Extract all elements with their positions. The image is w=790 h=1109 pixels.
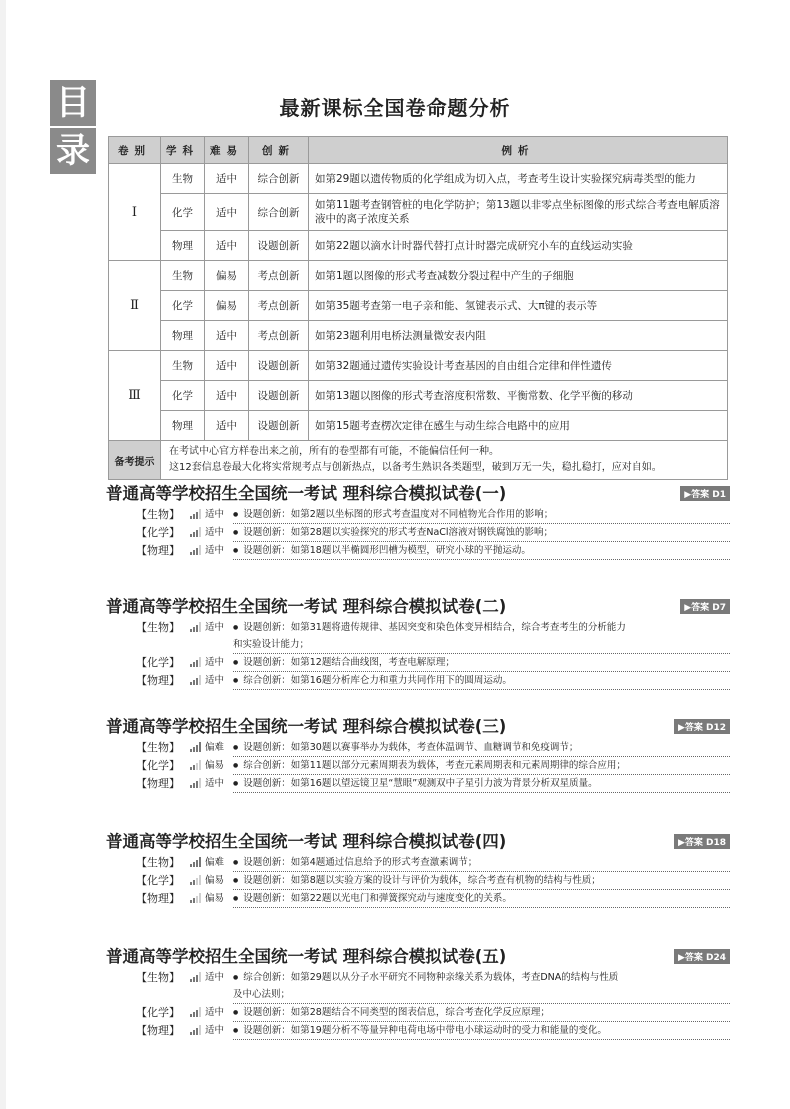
- subject-label: 【化学】: [136, 526, 180, 539]
- innovation-cell: 设题创新: [249, 411, 309, 441]
- section-header: [106, 593, 730, 619]
- difficulty-bar: [193, 1030, 195, 1035]
- difficulty-bar: [199, 622, 201, 632]
- difficulty-bar: [196, 548, 198, 555]
- table-row: [109, 321, 728, 351]
- difficulty-bar: [193, 977, 195, 982]
- section-header: [106, 943, 730, 969]
- difficulty-bars-icon: [190, 675, 202, 685]
- item-description-line: 及中心法则；: [233, 989, 291, 1000]
- item-description: [233, 890, 730, 908]
- difficulty-bar: [196, 530, 198, 537]
- difficulty-label: 适中: [205, 972, 225, 983]
- item-description-line: 设题创新：如第30题以赛事举办为载体，考查体温调节、血糖调节和免疫调节；: [243, 742, 579, 753]
- difficulty-bars-icon: [190, 875, 202, 885]
- subject-label: 【物理】: [136, 544, 180, 557]
- difficulty-bars-icon: [190, 857, 202, 867]
- paper-label: Ⅱ: [109, 261, 161, 351]
- difficulty-bar: [193, 862, 195, 867]
- list-item: [106, 672, 730, 690]
- difficulty-bar: [193, 747, 195, 752]
- item-description-line: 设题创新：如第12题结合曲线图，考查电解原理；: [243, 657, 455, 668]
- answer-page-badge[interactable]: ▶答案 D24: [674, 949, 730, 964]
- difficulty-bar: [193, 680, 195, 685]
- header-difficulty: 难易: [205, 137, 249, 164]
- exam-section: [106, 943, 730, 1040]
- section-title: 普通高等学校招生全国统一考试 理科综合模拟试卷(三): [106, 717, 507, 736]
- subject-label: 【生物】: [136, 856, 180, 869]
- difficulty-bar: [196, 512, 198, 519]
- item-description: [233, 739, 730, 757]
- table-row: [109, 194, 728, 231]
- list-item: [106, 775, 730, 793]
- subject-label: 【生物】: [136, 971, 180, 984]
- difficulty-bar: [196, 1010, 198, 1017]
- header-subject: 学科: [161, 137, 205, 164]
- analysis-cell: 如第15题考查楞次定律在感生与动生综合电路中的应用: [309, 411, 728, 441]
- difficulty-bar: [199, 675, 201, 685]
- item-description-line: 设题创新：如第28题以实验探究的形式考查NaCl溶液对钢铁腐蚀的影响；: [243, 527, 554, 538]
- subject-label: 【物理】: [136, 1024, 180, 1037]
- paper-label: Ⅲ: [109, 351, 161, 441]
- difficulty-cell: 偏易: [205, 261, 249, 291]
- difficulty-bar: [199, 1025, 201, 1035]
- item-description-line: 设题创新：如第2题以坐标图的形式考查温度对不同植物光合作用的影响；: [243, 509, 554, 520]
- difficulty-cell: 适中: [205, 321, 249, 351]
- header-analysis: 例析: [309, 137, 728, 164]
- subject-label: 【生物】: [136, 508, 180, 521]
- difficulty-bars-icon: [190, 893, 202, 903]
- list-item: [106, 969, 730, 1004]
- difficulty-bar: [193, 783, 195, 788]
- difficulty-bar: [199, 893, 201, 903]
- page-title: 最新课标全国卷命题分析: [279, 96, 511, 120]
- difficulty-bars-icon: [190, 622, 202, 632]
- table-row: [109, 291, 728, 321]
- subject-label: 【化学】: [136, 1006, 180, 1019]
- subject-cell: 化学: [161, 291, 205, 321]
- difficulty-bar: [190, 979, 192, 982]
- item-description-line: 综合创新：如第11题以部分元素周期表为载体，考查元素周期表和元素周期律的综合应用；: [243, 760, 626, 771]
- difficulty-bar: [196, 660, 198, 667]
- note-label: 备考提示: [109, 441, 161, 480]
- difficulty-bar: [193, 1012, 195, 1017]
- section-header: [106, 828, 730, 854]
- difficulty-bar: [193, 662, 195, 667]
- item-description-line: 设题创新：如第22题以光电门和弹簧探究动与速度变化的关系。: [243, 893, 512, 904]
- subject-cell: 生物: [161, 164, 205, 194]
- header-innovation: 创新: [249, 137, 309, 164]
- analysis-cell: 如第1题以图像的形式考查减数分裂过程中产生的子细胞: [309, 261, 728, 291]
- difficulty-bars-icon: [190, 778, 202, 788]
- section-title: 普通高等学校招生全国统一考试 理科综合模拟试卷(四): [106, 832, 507, 851]
- difficulty-cell: 适中: [205, 411, 249, 441]
- subject-cell: 化学: [161, 381, 205, 411]
- section-title: 普通高等学校招生全国统一考试 理科综合模拟试卷(一): [106, 484, 507, 503]
- list-item: [106, 1022, 730, 1040]
- analysis-cell: 如第29题以遗传物质的化学组成为切入点，考查考生设计实验探究病毒类型的能力: [309, 164, 728, 194]
- difficulty-label: 适中: [205, 675, 225, 686]
- item-description: [233, 854, 730, 872]
- difficulty-cell: 适中: [205, 231, 249, 261]
- difficulty-bar: [190, 552, 192, 555]
- difficulty-label: 适中: [205, 1007, 225, 1018]
- subject-cell: 物理: [161, 321, 205, 351]
- difficulty-cell: 适中: [205, 351, 249, 381]
- answer-page-badge[interactable]: ▶答案 D7: [680, 599, 730, 614]
- list-item: [106, 654, 730, 672]
- item-description: [233, 1004, 730, 1022]
- section-title: 普通高等学校招生全国统一考试 理科综合模拟试卷(五): [106, 947, 507, 966]
- exam-section: [106, 713, 730, 793]
- difficulty-bar: [190, 1032, 192, 1035]
- difficulty-bar: [196, 763, 198, 770]
- answer-page-badge[interactable]: ▶答案 D18: [674, 834, 730, 849]
- exam-section: [106, 593, 730, 690]
- difficulty-bar: [190, 882, 192, 885]
- difficulty-bar: [196, 1028, 198, 1035]
- difficulty-bar: [190, 682, 192, 685]
- difficulty-label: 偏难: [205, 857, 225, 868]
- difficulty-bars-icon: [190, 509, 202, 519]
- note-text: [161, 441, 728, 480]
- difficulty-bar: [199, 760, 201, 770]
- item-description-line: 设题创新：如第19题分析不等量异种电荷电场中带电小球运动时的受力和能量的变化。: [243, 1025, 607, 1036]
- difficulty-bar: [196, 781, 198, 788]
- difficulty-bar: [199, 778, 201, 788]
- difficulty-bar: [196, 896, 198, 903]
- list-item: [106, 739, 730, 757]
- difficulty-bar: [199, 742, 201, 752]
- difficulty-bar: [193, 898, 195, 903]
- difficulty-bar: [190, 767, 192, 770]
- difficulty-bar: [190, 629, 192, 632]
- innovation-cell: 设题创新: [249, 381, 309, 411]
- subject-label: 【物理】: [136, 892, 180, 905]
- difficulty-bar: [196, 878, 198, 885]
- item-description: [233, 775, 730, 793]
- subject-label: 【化学】: [136, 874, 180, 887]
- item-description-line: 综合创新：如第16题分析库仑力和重力共同作用下的圆周运动。: [243, 675, 512, 686]
- difficulty-bar: [193, 765, 195, 770]
- item-description-line: 设题创新：如第18题以半椭圆形凹槽为模型，研究小球的平抛运动。: [243, 545, 531, 556]
- answer-page-badge[interactable]: ▶答案 D1: [680, 486, 730, 501]
- difficulty-bar: [190, 864, 192, 867]
- list-item: [106, 854, 730, 872]
- item-description-line: 设题创新：如第4题通过信息给予的形式考查激素调节；: [243, 857, 478, 868]
- difficulty-label: 适中: [205, 622, 225, 633]
- list-item: [106, 542, 730, 560]
- difficulty-label: 偏易: [205, 760, 225, 771]
- analysis-cell: 如第22题以滴水计时器代替打点计时器完成研究小车的直线运动实验: [309, 231, 728, 261]
- subject-cell: 生物: [161, 351, 205, 381]
- difficulty-label: 偏易: [205, 875, 225, 886]
- section-header: [106, 713, 730, 739]
- side-tab-mu: 目: [50, 80, 96, 126]
- difficulty-label: 适中: [205, 527, 225, 538]
- difficulty-bars-icon: [190, 657, 202, 667]
- difficulty-cell: 适中: [205, 381, 249, 411]
- subject-cell: 物理: [161, 231, 205, 261]
- list-item: [106, 757, 730, 775]
- difficulty-label: 适中: [205, 545, 225, 556]
- difficulty-bars-icon: [190, 1007, 202, 1017]
- difficulty-bar: [199, 1007, 201, 1017]
- item-description: [233, 969, 730, 1004]
- exam-section: [106, 828, 730, 908]
- difficulty-bar: [190, 785, 192, 788]
- difficulty-label: 偏难: [205, 742, 225, 753]
- innovation-cell: 综合创新: [249, 164, 309, 194]
- difficulty-bar: [190, 1014, 192, 1017]
- table-row: [109, 164, 728, 194]
- section-title: 普通高等学校招生全国统一考试 理科综合模拟试卷(二): [106, 597, 507, 616]
- subject-label: 【化学】: [136, 759, 180, 772]
- item-description-line: 设题创新：如第31题将遗传规律、基因突变和染色体变异相结合，综合考查考生的分析能力: [243, 622, 626, 633]
- subject-label: 【物理】: [136, 777, 180, 790]
- difficulty-bar: [199, 527, 201, 537]
- innovation-cell: 综合创新: [249, 194, 309, 231]
- subject-cell: 生物: [161, 261, 205, 291]
- difficulty-bars-icon: [190, 1025, 202, 1035]
- difficulty-bar: [193, 880, 195, 885]
- analysis-table: [108, 136, 728, 480]
- table-row: [109, 381, 728, 411]
- item-description-line: 综合创新：如第29题以从分子水平研究不同物种亲缘关系为载体，考查DNA的结构与性质: [243, 972, 619, 983]
- list-item: [106, 619, 730, 654]
- item-description: [233, 672, 730, 690]
- item-description: [233, 1022, 730, 1040]
- item-description: [233, 872, 730, 890]
- analysis-cell: 如第23题利用电桥法测量微安表内阻: [309, 321, 728, 351]
- subject-label: 【物理】: [136, 674, 180, 687]
- difficulty-bar: [196, 625, 198, 632]
- item-description-line: 设题创新：如第16题以望远镜卫星“慧眼”观测双中子星引力波为背景分析双星质量。: [243, 778, 598, 789]
- difficulty-cell: 偏易: [205, 291, 249, 321]
- innovation-cell: 考点创新: [249, 291, 309, 321]
- table-row: [109, 231, 728, 261]
- difficulty-bars-icon: [190, 545, 202, 555]
- difficulty-label: 适中: [205, 509, 225, 520]
- difficulty-cell: 适中: [205, 164, 249, 194]
- note-line: 在考试中心官方样卷出来之前，所有的卷型都有可能，不能偏信任何一种。: [169, 446, 499, 457]
- difficulty-cell: 适中: [205, 194, 249, 231]
- difficulty-bars-icon: [190, 760, 202, 770]
- table-header-row: [109, 137, 728, 164]
- table-row: [109, 351, 728, 381]
- difficulty-bar: [199, 875, 201, 885]
- analysis-cell: 如第35题考查第一电子亲和能、氢键表示式、大π键的表示等: [309, 291, 728, 321]
- item-description: [233, 524, 730, 542]
- difficulty-bar: [199, 972, 201, 982]
- item-description: [233, 757, 730, 775]
- difficulty-bar: [199, 545, 201, 555]
- note-row: [109, 441, 728, 480]
- page-edge: [0, 0, 6, 1109]
- note-line: 这12套信息卷最大化将实常规考点与创新热点，以备考生熟识各类题型，破到万无一失，稳扎稳打，应对自如。: [169, 462, 662, 473]
- answer-page-badge[interactable]: ▶答案 D12: [674, 719, 730, 734]
- difficulty-bar: [199, 509, 201, 519]
- innovation-cell: 设题创新: [249, 231, 309, 261]
- difficulty-label: 偏易: [205, 893, 225, 904]
- difficulty-bars-icon: [190, 742, 202, 752]
- item-description: [233, 619, 730, 654]
- difficulty-bar: [190, 534, 192, 537]
- difficulty-bar: [193, 532, 195, 537]
- innovation-cell: 考点创新: [249, 321, 309, 351]
- item-description-line: 设题创新：如第8题以实验方案的设计与评价为载体，综合考查有机物的结构与性质；: [243, 875, 601, 886]
- list-item: [106, 872, 730, 890]
- difficulty-bar: [196, 860, 198, 867]
- difficulty-bars-icon: [190, 527, 202, 537]
- side-tab-lu: 录: [50, 128, 96, 174]
- table-row: [109, 261, 728, 291]
- difficulty-bar: [196, 975, 198, 982]
- difficulty-bar: [190, 664, 192, 667]
- analysis-cell: 如第11题考查钢管桩的电化学防护；第13题以非零点坐标图像的形式综合考查电解质溶液中的离子浓度关系: [309, 194, 728, 231]
- subject-label: 【生物】: [136, 621, 180, 634]
- list-item: [106, 1004, 730, 1022]
- item-description: [233, 506, 730, 524]
- difficulty-bar: [190, 749, 192, 752]
- difficulty-label: 适中: [205, 778, 225, 789]
- difficulty-bar: [199, 857, 201, 867]
- item-description-line: 设题创新：如第28题结合不同类型的图表信息，综合考查化学反应原理；: [243, 1007, 550, 1018]
- item-description: [233, 542, 730, 560]
- list-item: [106, 524, 730, 542]
- difficulty-bar: [196, 745, 198, 752]
- table-row: [109, 411, 728, 441]
- innovation-cell: 考点创新: [249, 261, 309, 291]
- paper-label: Ⅰ: [109, 164, 161, 261]
- difficulty-bar: [196, 678, 198, 685]
- difficulty-bar: [190, 516, 192, 519]
- subject-cell: 物理: [161, 411, 205, 441]
- difficulty-label: 适中: [205, 657, 225, 668]
- section-header: [106, 480, 730, 506]
- header-paper: 卷别: [109, 137, 161, 164]
- item-description-line: 和实验设计能力；: [233, 639, 310, 650]
- innovation-cell: 设题创新: [249, 351, 309, 381]
- item-description: [233, 654, 730, 672]
- difficulty-bar: [199, 657, 201, 667]
- difficulty-bar: [193, 514, 195, 519]
- difficulty-bar: [190, 900, 192, 903]
- analysis-cell: 如第32题通过遗传实验设计考查基因的自由组合定律和伴性遗传: [309, 351, 728, 381]
- difficulty-bar: [193, 627, 195, 632]
- difficulty-bar: [193, 550, 195, 555]
- list-item: [106, 506, 730, 524]
- difficulty-label: 适中: [205, 1025, 225, 1036]
- subject-cell: 化学: [161, 194, 205, 231]
- subject-label: 【生物】: [136, 741, 180, 754]
- analysis-cell: 如第13题以图像的形式考查溶度积常数、平衡常数、化学平衡的移动: [309, 381, 728, 411]
- list-item: [106, 890, 730, 908]
- subject-label: 【化学】: [136, 656, 180, 669]
- difficulty-bars-icon: [190, 972, 202, 982]
- exam-section: [106, 480, 730, 560]
